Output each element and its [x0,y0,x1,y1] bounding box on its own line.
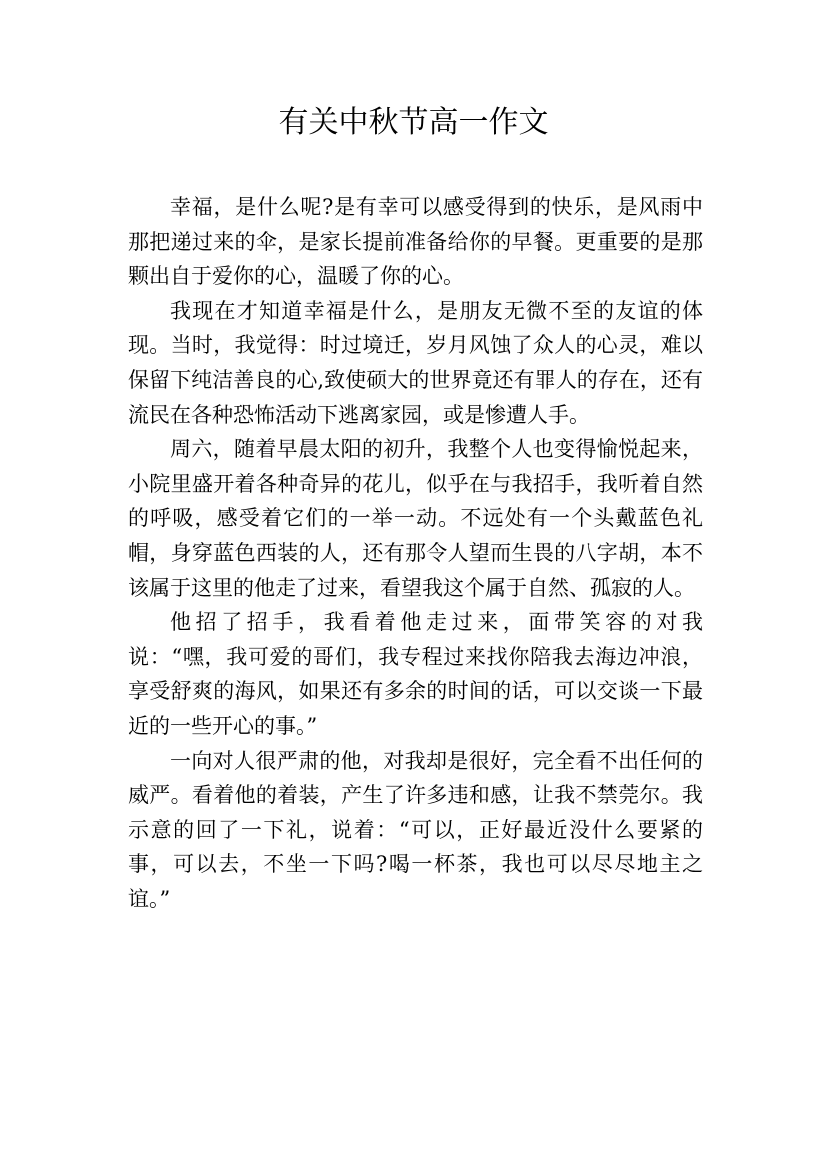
paragraph-4: 他招了招手，我看着他走过来，面带笑容的对我说：“嘿，我可爱的哥们，我专程过来找你陪我去海边冲浪，享受舒爽的海风，如果还有多余的时间的话，可以交谈一下最近的一些开心的事。” [128,610,703,738]
paragraph-5: 一向对人很严肃的他，对我却是很好，完全看不出任何的威严。看着他的着装，产生了许多违和感，让我不禁莞尔。我示意的回了一下礼，说着：“可以，正好最近没什么要紧的事，可以去，不坐一下吗?喝一杯茶，我也可以尽尽地主之谊。” [128,748,703,911]
document-title: 有关中秋节高一作文 [278,105,549,140]
paragraph-3: 周六，随着早晨太阳的初升，我整个人也变得愉悦起来，小院里盛开着各种奇异的花儿，似乎在与我招手，我听着自然的呼吸，感受着它们的一举一动。不远处有一个头戴蓝色礼帽，身穿蓝色西装的人，还有那令人望而生畏的八字胡，本不该属于这里的他走了过来，看望我这个属于自然、孤寂的人。 [128,437,703,600]
paragraph-2: 我现在才知道幸福是什么，是朋友无微不至的友谊的体现。当时，我觉得：时过境迁，岁月风蚀了众人的心灵，难以保留下纯洁善良的心,致使硕大的世界竟还有罪人的存在，还有流民在各种恐怖活动下逃离家园，或是惨遭人手。 [128,298,703,427]
paragraph-1: 幸福，是什么呢?是有幸可以感受得到的快乐，是风雨中那把递过来的伞，是家长提前准备给你的早餐。更重要的是那颗出自于爱你的心，温暖了你的心。 [128,195,703,289]
document-body [128,190,703,916]
